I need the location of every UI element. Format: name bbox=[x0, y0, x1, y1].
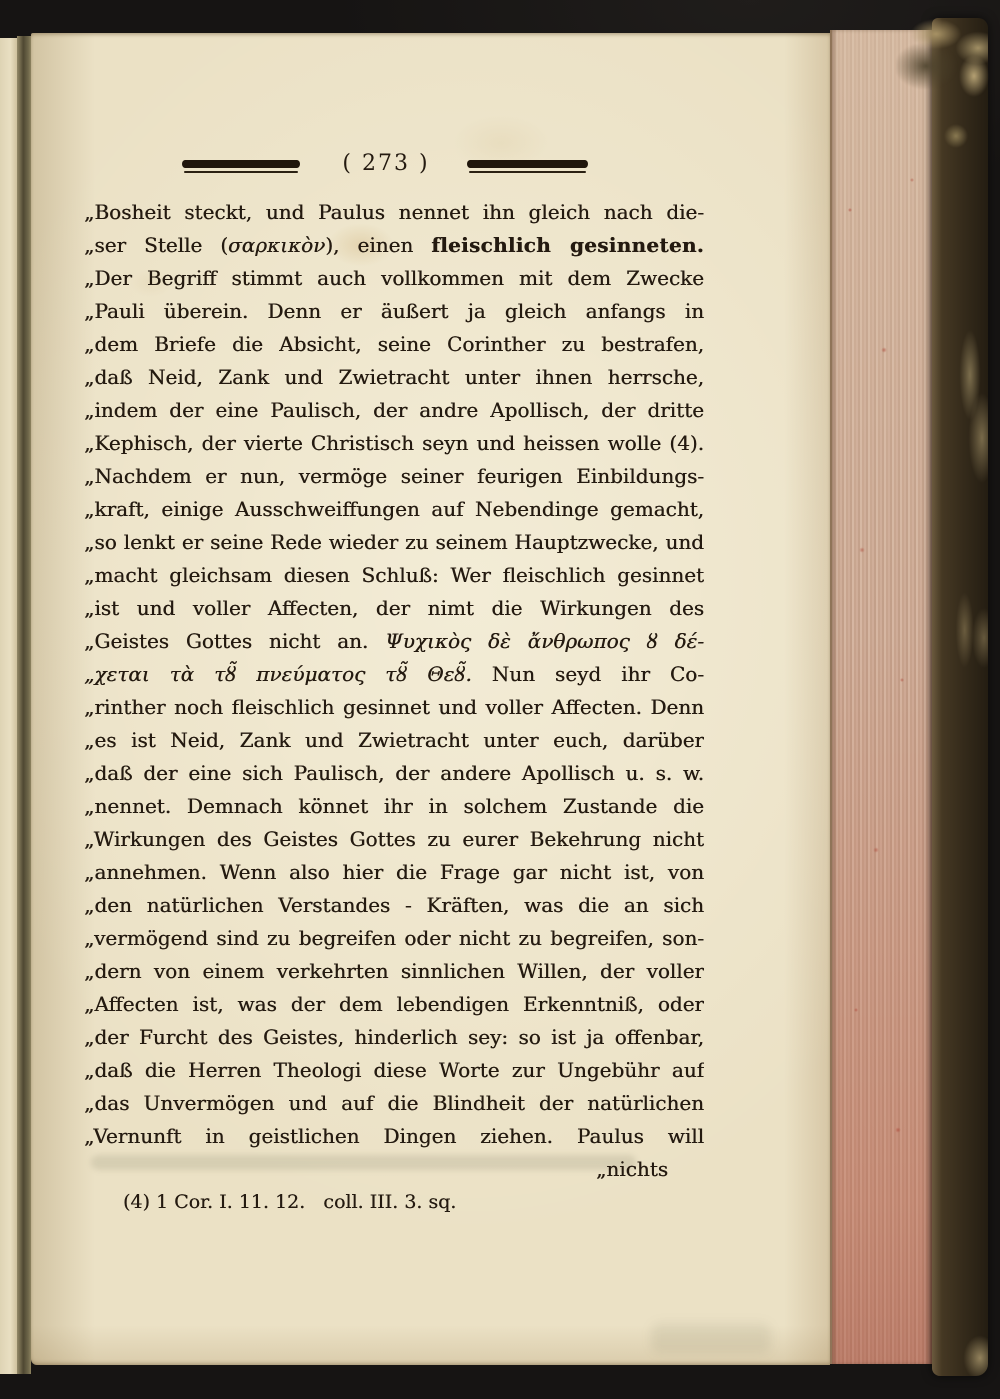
text-line: „der Furcht des Geistes, hinderlich sey: so ist ja offenbar, bbox=[84, 1025, 704, 1049]
book-page bbox=[31, 33, 830, 1365]
page-number: ( 273 ) bbox=[342, 151, 430, 176]
text-line: „annehmen. Wenn also hier die Frage gar nicht ist, von bbox=[84, 860, 704, 884]
text-line: „vermögend sind zu begreifen oder nicht zu begreifen, son- bbox=[84, 926, 704, 950]
text-line: „Der Begriff stimmt auch vollkommen mit dem Zwecke bbox=[84, 266, 704, 290]
text-line: „indem der eine Paulisch, der andre Apollisch, der dritte bbox=[84, 398, 704, 422]
show-through-smudge bbox=[651, 1323, 771, 1353]
text-line: „das Unvermögen und auf die Blindheit der natürlichen bbox=[84, 1091, 704, 1115]
gutter-shadow bbox=[17, 36, 31, 1374]
header-rule-right bbox=[467, 160, 588, 168]
text-line: „Nachdem er nun, vermöge seiner feurigen Einbildungs- bbox=[84, 464, 704, 488]
text-line: „den natürlichen Verstandes - Kräften, was die an sich bbox=[84, 893, 704, 917]
text-line: „ser Stelle (σαρκικὸν), einen fleischlich gesinneten. bbox=[84, 233, 704, 257]
text-line: „es ist Neid, Zank und Zwietracht unter euch, darüber bbox=[84, 728, 704, 752]
text-line: „Kephisch, der vierte Christisch seyn und heissen wolle (4). bbox=[84, 431, 704, 455]
text-line: „Pauli überein. Denn er äußert ja gleich anfangs in bbox=[84, 299, 704, 323]
text-line: „Affecten ist, was der dem lebendigen Erkenntniß, oder bbox=[84, 992, 704, 1016]
previous-page-edge bbox=[0, 38, 17, 1374]
worn-spine-corner bbox=[896, 16, 996, 176]
text-line: „macht gleichsam diesen Schluß: Wer fleischlich gesinnet bbox=[84, 563, 704, 587]
text-line: „daß Neid, Zank und Zwietracht unter ihnen herrsche, bbox=[84, 365, 704, 389]
text-line: „χεται τὰ τȣ̃ πνεύματος τȣ̃ Θεȣ̃. Nun seyd ihr Co- bbox=[84, 662, 704, 686]
text-line: „dern von einem verkehrten sinnlichen Willen, der voller bbox=[84, 959, 704, 983]
text-line: „kraft, einige Ausschweiffungen auf Nebendinge gemacht, bbox=[84, 497, 704, 521]
text-line: „daß der eine sich Paulisch, der andere Apollisch u. s. w. bbox=[84, 761, 704, 785]
text-line: „daß die Herren Theologi diese Worte zur Ungebühr auf bbox=[84, 1058, 704, 1082]
footnote: (4) 1 Cor. I. 11. 12. coll. III. 3. sq. bbox=[123, 1191, 457, 1213]
worn-spine-patch bbox=[946, 560, 980, 700]
fore-edge-pages bbox=[830, 30, 932, 1364]
text-line: „nennet. Demnach könnet ihr in solchem Zustande die bbox=[84, 794, 704, 818]
text-block bbox=[84, 196, 704, 1153]
text-line: „Geistes Gottes nicht an. Ψυχικὸς δὲ ἄνθρωπος ȣ δέ- bbox=[84, 629, 704, 653]
worn-spine-patch bbox=[952, 300, 982, 450]
header-rule-left bbox=[182, 160, 300, 168]
text-line: „Vernunft in geistlichen Dingen ziehen. Paulus will bbox=[84, 1124, 704, 1148]
text-line: „dem Briefe die Absicht, seine Corinther zu bestrafen, bbox=[84, 332, 704, 356]
text-line: „so lenkt er seine Rede wieder zu seinem Hauptzwecke, und bbox=[84, 530, 704, 554]
text-line: „ist und voller Affecten, der nimt die Wirkungen des bbox=[84, 596, 704, 620]
text-line: „Bosheit steckt, und Paulus nennet ihn gleich nach die- bbox=[84, 200, 704, 224]
catchword: „nichts bbox=[595, 1157, 668, 1181]
text-line: „Wirkungen des Geistes Gottes zu eurer Bekehrung nicht bbox=[84, 827, 704, 851]
text-line: „rinther noch fleischlich gesinnet und voller Affecten. Denn bbox=[84, 695, 704, 719]
